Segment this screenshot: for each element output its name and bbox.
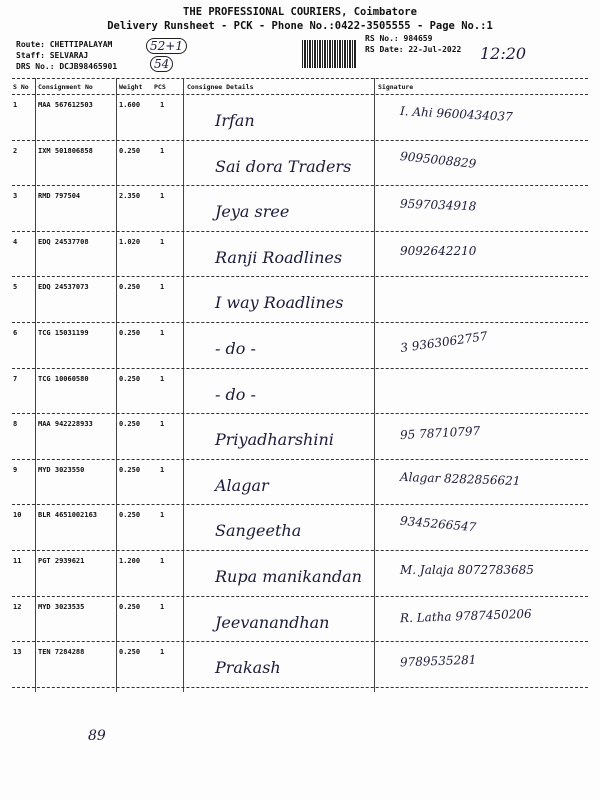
weight-value: 0.250 [119,465,141,474]
document-title: THE PROFESSIONAL COURIERS, Coimbatore [183,6,417,18]
handwritten-page-note: 89 [88,728,106,744]
column-header: Consignee Details [187,83,254,91]
consignment-number: EDQ 24537073 [38,283,89,292]
column-header: PCS [154,83,166,91]
serial-number: 2 [13,146,18,155]
recipient-signature: 9092642210 [400,243,477,258]
serial-number: 13 [13,648,22,657]
handwritten-time: 12:20 [480,44,527,63]
column-header: Consignment No [38,83,93,91]
row-rule [12,687,588,688]
consignee-name: Prakash [215,658,281,678]
table-top-rule [12,78,588,79]
consignee-name: Jeevanandhan [215,612,330,632]
serial-number: 9 [13,465,18,474]
consignee-name: Ranji Roadlines [215,247,343,267]
consignment-number: RMD 797504 [38,192,81,201]
recipient-signature: 3 9363062757 [399,328,489,356]
weight-value: 0.250 [119,329,141,337]
weight-value: 1.020 [119,237,141,246]
consignee-name: Rupa manikandan [215,567,362,586]
rs-number: RS No.: 984659 [365,34,433,43]
row-rule [12,459,588,460]
consignment-number: PGT 2939621 [38,557,85,565]
column-divider [183,78,184,692]
weight-value: 2.350 [119,192,141,201]
weight-value: 0.250 [119,648,141,657]
consignee-name: I way Roadlines [215,293,344,313]
recipient-signature: M. Jalaja 8072783685 [400,563,534,577]
header-rule [12,94,588,95]
serial-number: 1 [13,101,18,109]
row-rule [12,596,588,597]
consignment-number: EDQ 24537708 [38,237,89,246]
pieces-count: 1 [160,602,165,611]
pieces-count: 1 [160,557,165,565]
serial-number: 11 [13,557,22,565]
consignee-name: Alagar [215,475,269,495]
row-rule [12,231,588,232]
weight-value: 0.250 [119,511,141,520]
serial-number: 10 [13,511,22,520]
consignee-name: - do - [215,339,256,358]
row-rule [12,641,588,642]
weight-value: 0.250 [119,374,141,383]
serial-number: 6 [13,329,18,337]
consignment-number: IXM 501806858 [38,146,93,155]
serial-number: 12 [13,602,22,611]
weight-value: 1.200 [119,557,141,565]
serial-number: 3 [13,192,18,201]
consignment-number: MAA 942228933 [38,420,93,429]
weight-value: 1.600 [119,101,141,109]
pieces-count: 1 [160,237,165,246]
row-rule [12,368,588,369]
consignee-name: Sangeetha [215,521,302,541]
rs-date: RS Date: 22-Jul-2022 [365,45,462,54]
consignee-name: Priyadharshini [215,430,334,450]
pieces-count: 1 [160,101,165,109]
handwritten-count-bottom: 54 [150,56,173,72]
barcode [302,40,357,68]
row-rule [12,322,588,323]
pieces-count: 1 [160,329,165,337]
consignment-number: MAA 567612503 [38,101,93,109]
weight-value: 0.250 [119,283,141,292]
weight-value: 0.250 [119,420,141,429]
row-rule [12,413,588,414]
column-header: S No [13,83,29,91]
column-header: Signature [378,83,414,91]
serial-number: 4 [13,237,18,246]
handwritten-count-top: 52+1 [146,38,187,54]
staff-label: Staff: SELVARAJ [16,51,89,60]
document-subtitle: Delivery Runsheet - PCK - Phone No.:0422-3505555 - Page No.:1 [107,20,493,32]
recipient-signature: 9597034918 [399,196,477,214]
recipient-signature: 9345266547 [399,514,477,535]
consignment-number: MYD 3023535 [38,602,85,611]
pieces-count: 1 [160,420,165,429]
pieces-count: 1 [160,511,165,520]
row-rule [12,504,588,505]
consignment-number: MYD 3023550 [38,465,85,474]
consignee-name: - do - [215,384,256,404]
row-rule [12,185,588,186]
recipient-signature: Alagar 8282856621 [399,469,521,488]
consignee-name: Jeya sree [215,202,290,222]
pieces-count: 1 [160,146,165,155]
recipient-signature: 95 78710797 [399,424,481,443]
serial-number: 5 [13,283,18,292]
column-divider [35,78,36,692]
weight-value: 0.250 [119,602,141,611]
row-rule [12,550,588,551]
weight-value: 0.250 [119,146,141,155]
recipient-signature: R. Latha 9787450206 [399,606,532,625]
serial-number: 8 [13,420,18,429]
column-header: Weight [119,83,143,91]
consignment-number: BLR 4651002163 [38,511,98,520]
route-label: Route: CHETTIPALAYAM [16,40,113,49]
recipient-signature: 9095008829 [399,148,477,171]
consignment-number: TCG 10060580 [38,374,89,383]
pieces-count: 1 [160,192,165,201]
pieces-count: 1 [160,283,165,292]
serial-number: 7 [13,374,18,383]
drs-number: DRS No.: DCJB98465901 [16,62,118,71]
consignee-name: Irfan [215,111,255,130]
column-divider [374,78,375,692]
pieces-count: 1 [160,465,165,474]
consignment-number: TCG 15031199 [38,329,89,337]
pieces-count: 1 [160,374,165,383]
consignment-number: TEN 7284288 [38,648,85,657]
recipient-signature: 9789535281 [399,652,477,670]
pieces-count: 1 [160,648,165,657]
recipient-signature: I. Ahi 9600434037 [399,104,514,124]
consignee-name: Sai dora Traders [215,156,352,176]
row-rule [12,276,588,277]
row-rule [12,140,588,141]
column-divider [116,78,117,692]
